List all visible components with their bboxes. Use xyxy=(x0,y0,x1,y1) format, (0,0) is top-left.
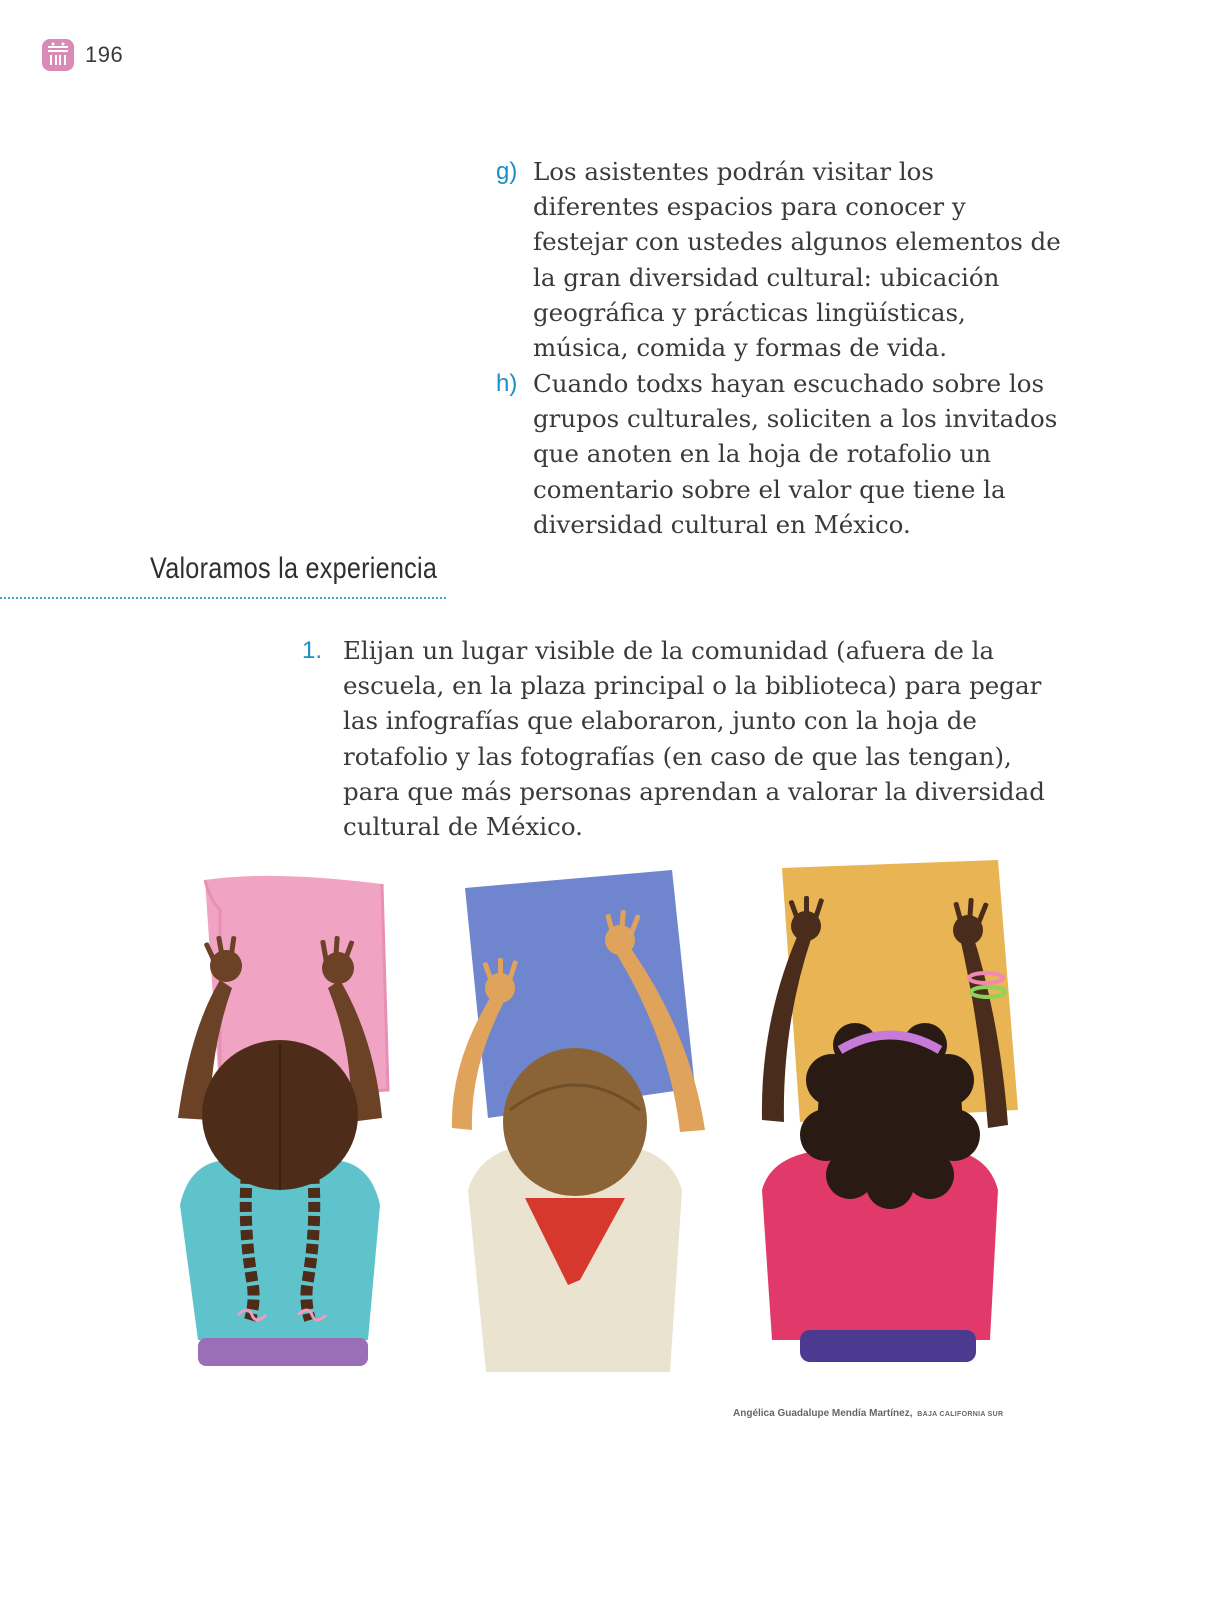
step-marker: 1. xyxy=(302,637,323,664)
child-right xyxy=(762,860,1018,1362)
section-title: Valoramos la experiencia xyxy=(150,552,438,585)
illustration-credit xyxy=(733,1408,1003,1419)
section-divider xyxy=(0,597,446,599)
step-text: Elijan un lugar visible de la comunidad (afuera de la escuela, en la plaza principal o la biblioteca) para pegar las infografías que elaboraron, junto con la hoja de rotafolio y las fotografías (en caso de que las tengan), para que más personas aprendan a valorar la diversidad cultural de México. xyxy=(343,636,1045,842)
step-item-1 xyxy=(302,633,1062,844)
list-item-text: Cuando todxs hayan escuchado sobre los grupos culturales, soliciten a los invitados que anoten en la hoja de rotafolio un comentario sobre el valor que tiene la diversidad cultural en México. xyxy=(533,369,1058,539)
list-item-h xyxy=(496,366,1066,542)
list-marker: g) xyxy=(496,158,518,185)
child-left xyxy=(178,876,388,1366)
credit-name: Angélica Guadalupe Mendía Martínez, xyxy=(733,1408,913,1419)
child-middle xyxy=(452,870,705,1372)
credit-region: BAJA CALIFORNIA SUR xyxy=(917,1411,1004,1418)
list-marker: h) xyxy=(496,370,518,397)
decorative-glyph-icon xyxy=(41,38,75,72)
list-item-text: Los asistentes podrán visitar los diferentes espacios para conocer y festejar con ustedes algunos elementos de la gran diversidad cultural: ubicación geográfica y prácticas lingüísticas, música, comida y formas de vida. xyxy=(533,157,1061,363)
page-number: 196 xyxy=(85,42,124,67)
list-item-g xyxy=(496,154,1066,365)
page-header xyxy=(41,38,123,72)
children-posting-posters-illustration xyxy=(150,860,1050,1400)
